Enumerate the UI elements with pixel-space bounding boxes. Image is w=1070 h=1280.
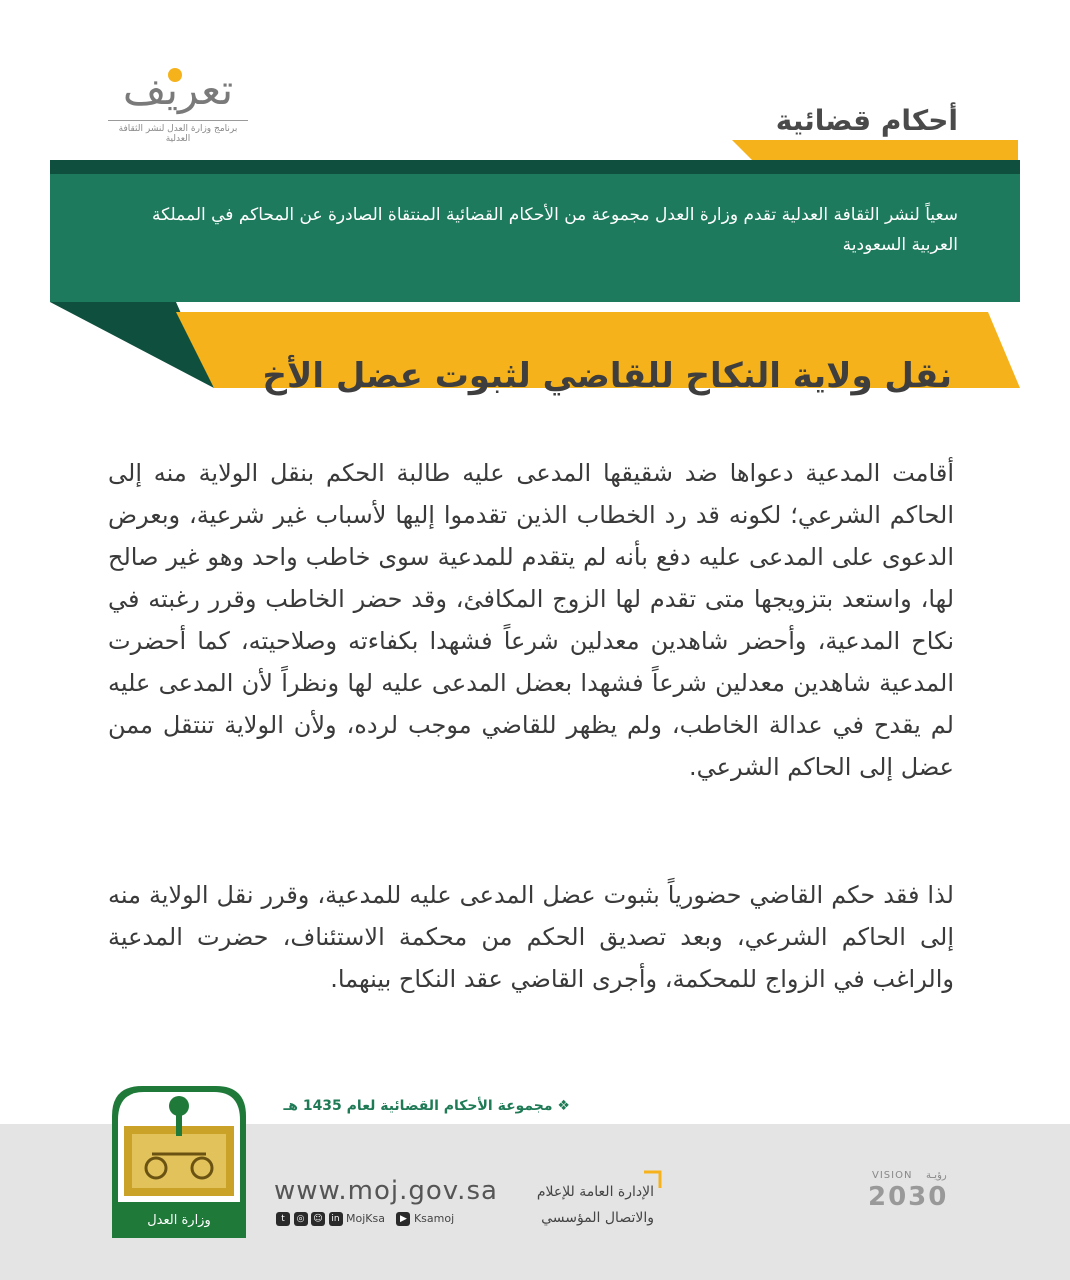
youtube-icon[interactable]: ▶ (396, 1212, 410, 1226)
collection-note (283, 1098, 570, 1114)
vision-2030-logo (868, 1170, 962, 1220)
logo-text: تعريف (122, 65, 234, 114)
vision-year: 2030 (868, 1182, 949, 1212)
tarif-logo (108, 60, 248, 144)
linkedin-icon[interactable]: in (329, 1212, 343, 1226)
ruling-title: نقل ولاية النكاح للقاضي لثبوت عضل الأخ (262, 356, 952, 396)
department-line-2: والاتصال المؤسسي (541, 1210, 654, 1226)
instagram-icon[interactable]: ◎ (294, 1212, 308, 1226)
category-heading: أحكام قضائية (775, 104, 958, 137)
twitter-icon[interactable]: t (276, 1212, 290, 1226)
social-handle-1: MojKsa (346, 1212, 385, 1225)
snapchat-icon[interactable]: ☺ (311, 1212, 325, 1226)
ruling-paragraph-1: أقامت المدعية دعواها ضد شقيقها المدعى عليه طالبة الحكم بنقل الولاية منه إلى الحاكم الشرعي؛ لكونه قد رد الخطاب الذين تقدموا إليها لأسباب غير شرعية، وبعرض الدعوى على المدعى عليه دفع بأنه لم يتقدم للمدعية سوى خاطب واحد وهو غير صالح لها، واستعد بتزويجها متى تقدم لها الزوج المكافئ، وقد حضر الخاطب وقرر رغبته في نكاح المدعية، وأحضر شاهدين معدلين شرعاً فشهدا بكفاءته وصلاحيته، كما أحضرت المدعية شاهدين معدلين شرعاً فشهدا بعضل المدعى عليه لها ونظراً لأن المدعى عليه لم يقدح في عدالة الخاطب، ولم يظهر للقاضي موجب لرده، ولأن الولاية تنتقل ممن عضل إلى الحاكم الشرعي. (108, 459, 954, 781)
diamond-bullet-icon: ❖ (552, 1098, 570, 1114)
ministry-emblem-icon (112, 1076, 246, 1238)
logo-divider (108, 120, 248, 121)
collection-note-text: مجموعة الأحكام القضائية لعام 1435 هـ (283, 1098, 553, 1114)
emblem-label: وزارة العدل (147, 1213, 211, 1228)
website-link[interactable]: www.moj.gov.sa (274, 1176, 498, 1206)
department-line-1: الإدارة العامة للإعلام (536, 1184, 654, 1200)
social-icons (276, 1212, 454, 1226)
logo-subtitle: برنامج وزارة العدل لنشر الثقافة العدلية (118, 124, 238, 144)
ruling-paragraph-2: لذا فقد حكم القاضي حضورياً بثبوت عضل المدعى عليه للمدعية، وقرر نقل الولاية منه إلى الحاكم الشرعي، وبعد تصديق الحكم من محكمة الاستئناف، حضرت المدعية والراغب في الزواج للمحكمة، وأجرى القاضي عقد النكاح بينهما. (108, 881, 954, 993)
vision-label: VISION (872, 1170, 913, 1181)
vision-arabic: رؤيـة (926, 1170, 947, 1181)
intro-text: سعياً لنشر الثقافة العدلية تقدم وزارة العدل مجموعة من الأحكام القضائية المنتقاة الصادرة عن المحاكم في المملكة العربية السعودية (152, 205, 958, 255)
social-handle-2: Ksamoj (413, 1212, 455, 1225)
